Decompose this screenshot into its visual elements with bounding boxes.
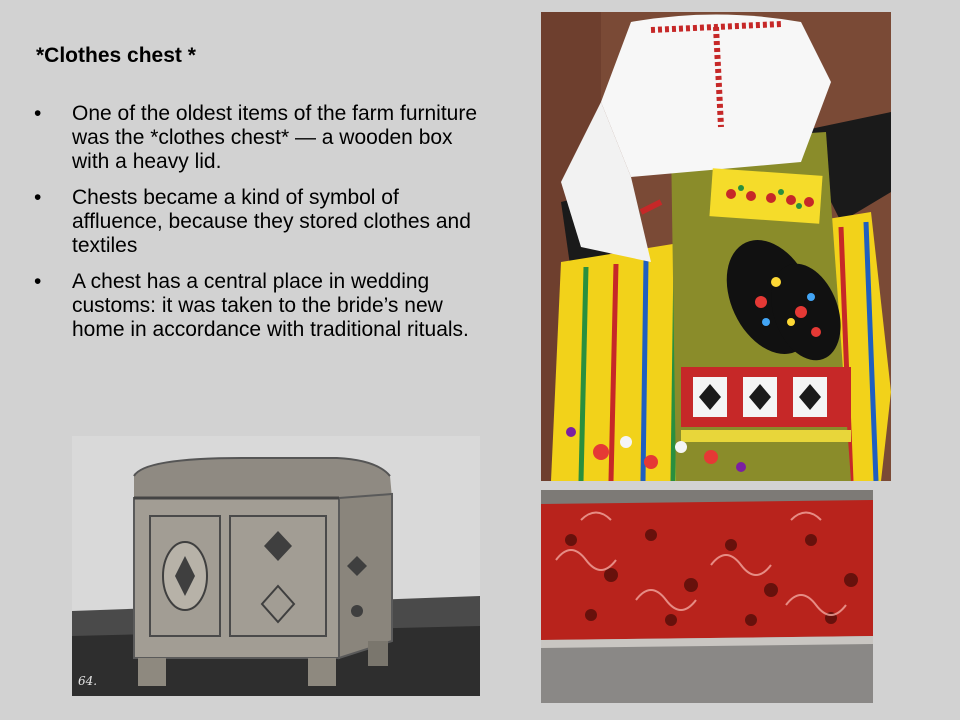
bullet-item xyxy=(34,102,479,174)
costume-photo xyxy=(541,12,891,481)
bullet-text: Chests became a kind of symbol of affluence, because they stored clothes and textiles xyxy=(72,186,471,257)
chest-photo xyxy=(72,436,480,696)
photo-number: 64. xyxy=(78,674,98,688)
bullet-text: A chest has a central place in wedding customs: it was taken to the bride’s new home in accordance with traditional rituals. xyxy=(72,270,469,341)
bullet-dot: • xyxy=(34,270,42,293)
textile-photo xyxy=(541,490,873,703)
bullet-list xyxy=(34,102,479,354)
bullet-dot: • xyxy=(34,186,42,209)
bullet-text: One of the oldest items of the farm furniture was the *clothes chest* — a wooden box with a heavy lid. xyxy=(72,102,478,173)
bullet-item xyxy=(34,186,479,258)
bullet-dot: • xyxy=(34,102,42,125)
slide-title: *Clothes chest * xyxy=(36,44,196,67)
bullet-item xyxy=(34,270,479,342)
